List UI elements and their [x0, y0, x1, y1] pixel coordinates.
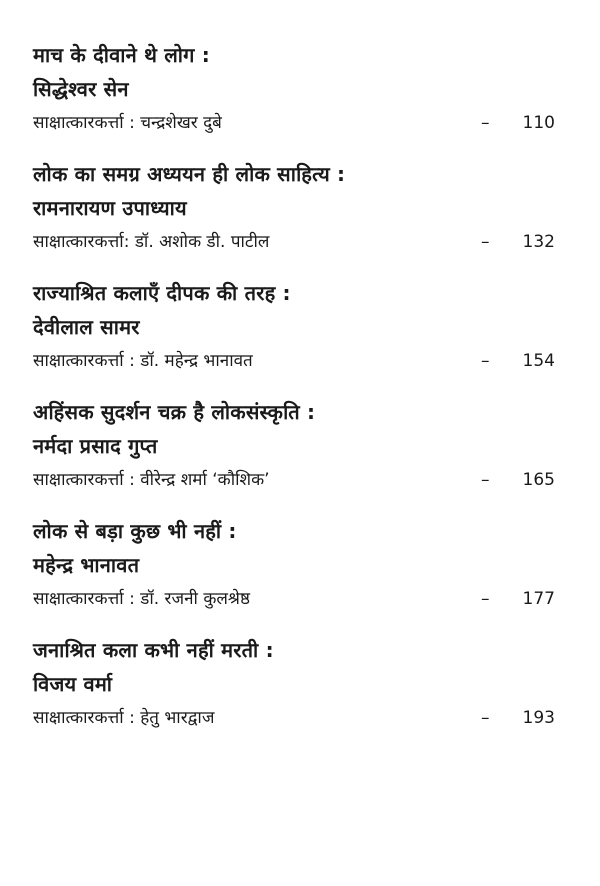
leader-dash: – — [481, 113, 490, 133]
leader-dash: – — [481, 589, 490, 609]
interviewer-row — [33, 344, 563, 380]
toc-entry — [33, 395, 563, 514]
interviewer-row — [33, 463, 563, 499]
page-number: 177 — [522, 589, 555, 609]
toc-entry — [33, 157, 563, 276]
entry-title-line2: महेन्द्र भानावत — [33, 553, 140, 577]
leader-dash: – — [481, 351, 490, 371]
toc-entry — [33, 633, 563, 752]
entry-title-line1: लोक से बड़ा कुछ भी नहीं : — [33, 519, 237, 543]
entry-title-line2: नर्मदा प्रसाद गुप्त — [33, 434, 158, 458]
page-number: 193 — [522, 708, 555, 728]
interviewer-row — [33, 106, 563, 142]
entry-title-line1: अहिंसक सुदर्शन चक्र है लोकसंस्कृति : — [33, 400, 316, 424]
entry-title-line1: राज्याश्रित कलाएँ दीपक की तरह : — [33, 281, 291, 305]
leader-dash: – — [481, 470, 490, 490]
interviewer-credit: साक्षात्कारकर्त्ता : चन्द्रशेखर दुबे — [33, 113, 222, 133]
interviewer-credit: साक्षात्कारकर्त्ता : वीरेन्द्र शर्मा ‘कौशिक’ — [33, 470, 270, 490]
table-of-contents — [33, 38, 563, 752]
entry-title-line2: रामनारायण उपाध्याय — [33, 196, 187, 220]
page-number: 165 — [522, 470, 555, 490]
page-number: 110 — [522, 113, 555, 133]
interviewer-row — [33, 225, 563, 261]
toc-entry — [33, 38, 563, 157]
interviewer-credit: साक्षात्कारकर्त्ता: डॉ. अशोक डी. पाटील — [33, 232, 270, 252]
leader-dash: – — [481, 232, 490, 252]
interviewer-row — [33, 582, 563, 618]
interviewer-credit: साक्षात्कारकर्त्ता : डॉ. महेन्द्र भानावत — [33, 351, 253, 371]
leader-dash: – — [481, 708, 490, 728]
toc-entry — [33, 514, 563, 633]
interviewer-credit: साक्षात्कारकर्त्ता : हेतु भारद्वाज — [33, 708, 215, 728]
interviewer-credit: साक्षात्कारकर्त्ता : डॉ. रजनी कुलश्रेष्ठ — [33, 589, 250, 609]
entry-title-line1: माच के दीवाने थे लोग : — [33, 43, 210, 67]
entry-title-line2: देवीलाल सामर — [33, 315, 140, 339]
entry-title-line2: सिद्धेश्वर सेन — [33, 77, 129, 101]
interviewer-row — [33, 701, 563, 737]
entry-title-line1: लोक का समग्र अध्ययन ही लोक साहित्य : — [33, 162, 346, 186]
page-number: 154 — [522, 351, 555, 371]
toc-entry — [33, 276, 563, 395]
page-number: 132 — [522, 232, 555, 252]
entry-title-line1: जनाश्रित कला कभी नहीं मरती : — [33, 638, 274, 662]
entry-title-line2: विजय वर्मा — [33, 672, 113, 696]
